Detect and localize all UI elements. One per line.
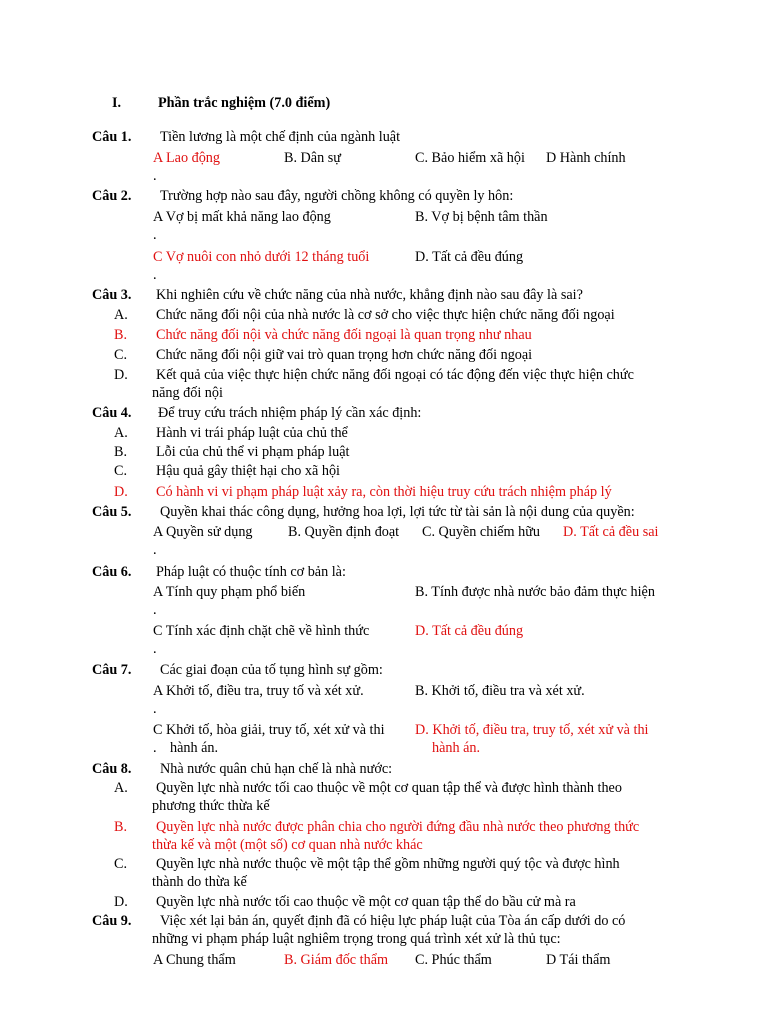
stray-dot: . [153,602,157,618]
option-d-letter: D. [114,367,128,383]
option-a: Chức năng đối nội của nhà nước là cơ sở cho việc thực hiện chức năng đối ngoại [156,307,615,323]
option-d: Có hành vi vi phạm pháp luật xảy ra, còn thời hiệu truy cứu trách nhiệm pháp lý [156,484,612,500]
option-c-line-2: thành do thừa kế [152,874,247,890]
option-a: A Chung thẩm [153,952,236,968]
option-b: Lỗi của chủ thể vi phạm pháp luật [156,444,350,460]
option-a-line-1: Quyền lực nhà nước tối cao thuộc về một cơ quan tập thể và được hình thành theo [156,780,622,796]
option-a: A Lao động [153,150,220,166]
option-b-line-2: thừa kế và một (một số) cơ quan nhà nước khác [152,837,423,853]
section-title: Phần trắc nghiệm (7.0 điểm) [158,95,331,111]
option-d: D. Tất cả đều sai [563,524,659,540]
question-text-line-1: Việc xét lại bản án, quyết định đã có hiệu lực pháp luật của Tòa án cấp dưới do có [160,913,626,929]
option-b-letter: B. [114,327,128,343]
question-text: Trường hợp nào sau đây, người chồng không có quyền ly hôn: [160,188,514,204]
option-b-letter: B. [114,444,128,460]
stray-dot: . [153,267,157,283]
option-a: A Vợ bị mất khả năng lao động [153,209,331,225]
option-c-line-2: hành án. [170,740,219,756]
option-c-line-1: Quyền lực nhà nước thuộc về một tập thể gồm những người quý tộc và được hình [156,856,620,872]
question-label: Câu 8. [92,761,132,777]
option-c-letter: C. [114,347,128,363]
option-a: A Tính quy phạm phổ biến [153,584,306,600]
option-b: B. Vợ bị bệnh tâm thần [415,209,548,225]
option-c-line-1: C Khởi tố, hòa giải, truy tố, xét xử và thi [153,722,385,738]
question-label: Câu 3. [92,287,132,303]
option-c: C. Phúc thẩm [415,952,492,968]
option-c: C Tính xác định chặt chẽ về hình thức [153,623,370,639]
option-b: B. Tính được nhà nước bảo đảm thực hiện [415,584,655,600]
question-text: Khi nghiên cứu về chức năng của nhà nước, khẳng định nào sau đây là sai? [156,287,583,303]
option-a-letter: A. [114,307,128,323]
option-c: Chức năng đối nội giữ vai trò quan trọng hơn chức năng đối ngoại [156,347,533,363]
option-b: B. Quyền định đoạt [288,524,400,540]
section-number: I. [112,95,122,111]
option-a: A Khởi tố, điều tra, truy tố và xét xử. [153,683,364,699]
option-d-line-2: hành án. [432,740,481,756]
question-text: Nhà nước quân chủ hạn chế là nhà nước: [160,761,393,777]
option-b: B. Giám đốc thẩm [284,952,389,968]
option-a: A Quyền sử dụng [153,524,253,540]
stray-dot: . [153,701,157,717]
stray-dot: . [153,227,157,243]
option-d: D Tái thẩm [546,952,611,968]
question-text: Quyền khai thác công dụng, hưởng hoa lợi, lợi tức từ tài sản là nội dung của quyền: [160,504,635,520]
option-d-line-1: D. Khởi tố, điều tra, truy tố, xét xử và thi [415,722,649,738]
question-text: Các giai đoạn của tố tụng hình sự gồm: [160,662,383,678]
option-c: C Vợ nuôi con nhỏ dưới 12 tháng tuổi [153,249,370,265]
option-a-letter: A. [114,425,128,441]
option-d-line-1: Kết quả của việc thực hiện chức năng đối ngoại có tác động đến việc thực hiện chức [156,367,634,383]
option-d: D. Tất cả đều đúng [415,623,524,639]
question-text-line-2: những vi phạm pháp luật nghiêm trọng trong quá trình xét xử là thủ tục: [152,931,561,947]
option-b: B. Dân sự [284,150,341,166]
question-label: Câu 4. [92,405,132,421]
option-b: Chức năng đối nội và chức năng đối ngoại là quan trọng như nhau [156,327,532,343]
question-text: Tiền lương là một chế định của ngành luật [160,129,401,145]
question-text: Để truy cứu trách nhiệm pháp lý cần xác định: [158,405,422,421]
option-b: B. Khởi tố, điều tra và xét xử. [415,683,585,699]
question-label: Câu 9. [92,913,132,929]
question-label: Câu 6. [92,564,132,580]
question-label: Câu 2. [92,188,132,204]
option-d-letter: D. [114,894,128,910]
option-d-line-2: năng đối nội [152,385,223,401]
question-label: Câu 7. [92,662,132,678]
option-d: D. Tất cả đều đúng [415,249,524,265]
stray-dot: . [153,168,157,184]
option-c: C. Bảo hiểm xã hội [415,150,525,166]
option-b-line-1: Quyền lực nhà nước được phân chia cho người đứng đầu nhà nước theo phương thức [156,819,640,835]
stray-dot: . [153,641,157,657]
option-c: C. Quyền chiếm hữu [422,524,541,540]
question-text: Pháp luật có thuộc tính cơ bản là: [156,564,346,580]
option-b-letter: B. [114,819,128,835]
question-label: Câu 1. [92,129,132,145]
stray-dot: . [153,542,157,558]
option-a-line-2: phương thức thừa kế [152,798,270,814]
option-c-letter: C. [114,463,128,479]
option-a-letter: A. [114,780,128,796]
option-a: Hành vi trái pháp luật của chủ thể [156,425,348,441]
question-label: Câu 5. [92,504,132,520]
option-d: Quyền lực nhà nước tối cao thuộc về một cơ quan tập thể do bầu cử mà ra [156,894,576,910]
option-c: Hậu quả gây thiệt hại cho xã hội [156,463,340,479]
option-d-letter: D. [114,484,128,500]
option-d: D Hành chính [546,150,626,166]
option-c-letter: C. [114,856,128,872]
stray-dot: . [153,740,157,756]
